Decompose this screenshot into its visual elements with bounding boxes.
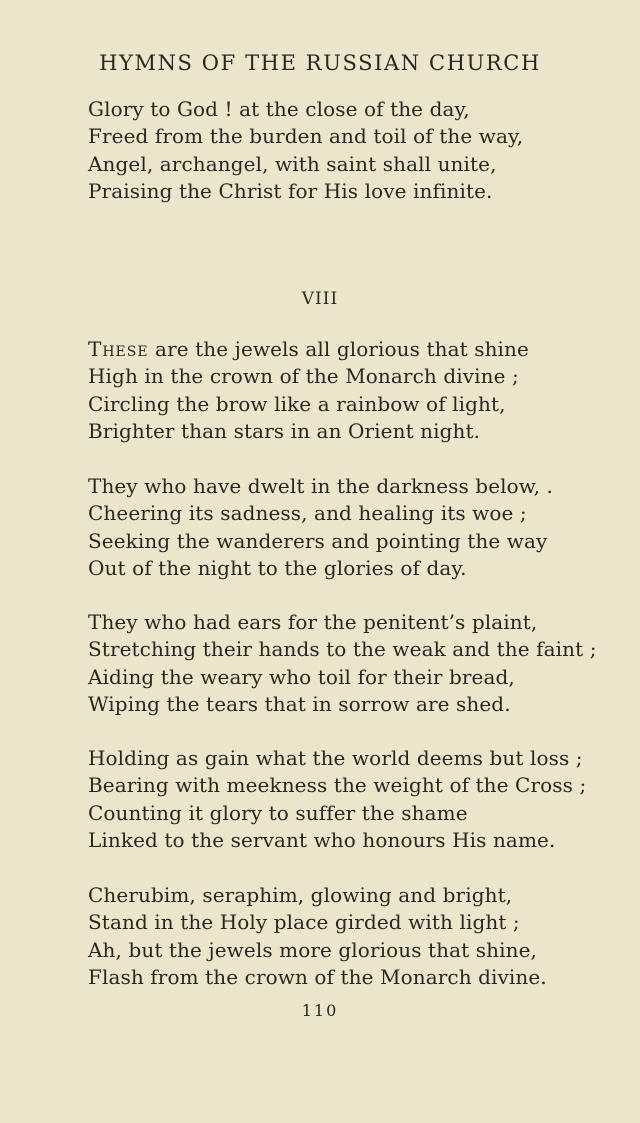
stanza-3 [88, 473, 633, 582]
verse-line: Angel, archangel, with saint shall unite, [88, 151, 497, 176]
section-number: VIII [301, 289, 339, 309]
verse-line: Holding as gain what the world deems but loss ; [88, 746, 583, 770]
verse-line: Circling the brow like a rainbow of light, [88, 391, 506, 416]
verse-line [88, 336, 633, 363]
verse-line: Linked to the servant who honours His name. [88, 827, 556, 852]
verse-line: Bearing with meekness the weight of the Cross ; [88, 773, 587, 798]
verse-line: They who have dwelt in the darkness below, . [88, 474, 554, 498]
stanza-2 [88, 336, 633, 445]
verse-line: Flash from the crown of the Monarch divine. [88, 964, 547, 989]
verse-line: Ah, but the jewels more glorious that shine, [88, 937, 537, 962]
running-head: HYMNS OF THE RUSSIAN CHURCH [99, 51, 541, 75]
verse-line: Glory to God ! at the close of the day, [88, 97, 470, 121]
stanza-4 [88, 609, 633, 718]
verse-line: Praising the Christ for His love infinite. [88, 178, 493, 203]
verse-line: Stand in the Holy place girded with light ; [88, 910, 520, 935]
opening-word: These [88, 337, 149, 361]
verse-line: Cheering its sadness, and healing its woe ; [88, 501, 527, 526]
verse-line: Stretching their hands to the weak and the faint ; [88, 637, 597, 662]
verse-line: High in the crown of the Monarch divine ; [88, 364, 519, 389]
verse-line: Cherubim, seraphim, glowing and bright, [88, 883, 513, 907]
verse-line: Freed from the burden and toil of the way, [88, 124, 524, 149]
verse-line-rest: are the jewels all glorious that shine [148, 337, 529, 361]
verse-line: Brighter than stars in an Orient night. [88, 418, 481, 443]
verse-line: Seeking the wanderers and pointing the way [88, 528, 548, 553]
page-number: 110 [301, 1001, 339, 1020]
verse-line: Counting it glory to suffer the shame [88, 800, 468, 825]
stanza-5 [88, 745, 633, 854]
verse-line: Wiping the tears that in sorrow are shed. [88, 691, 511, 716]
verse-line: They who had ears for the penitent’s plaint, [88, 610, 538, 634]
verse-line: Out of the night to the glories of day. [88, 555, 467, 580]
verse-line: Aiding the weary who toil for their bread, [88, 664, 515, 689]
stanza-6 [88, 882, 633, 991]
stanza-1 [88, 96, 633, 205]
